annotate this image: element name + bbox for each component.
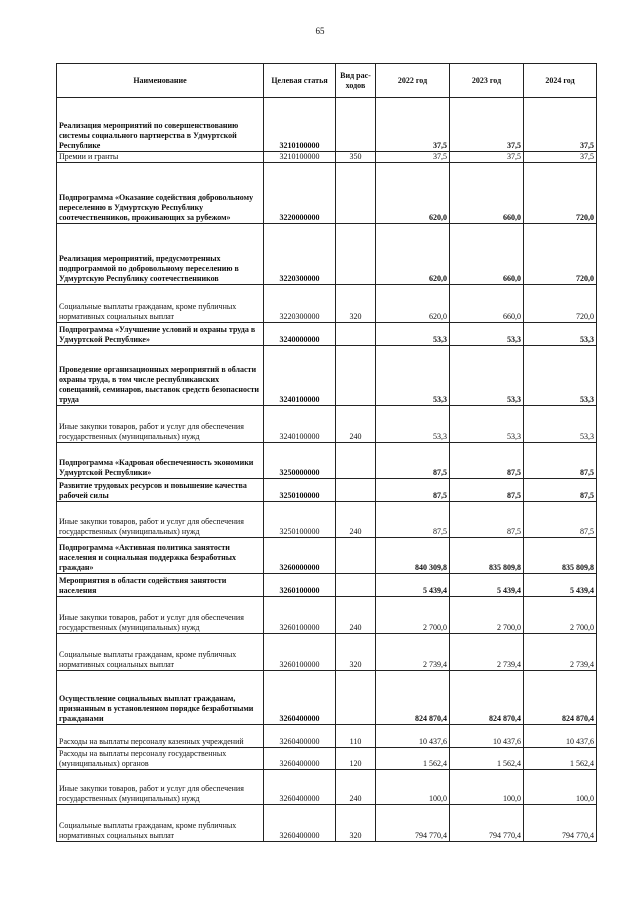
row-expense-type: 320 — [336, 805, 376, 842]
header-2023: 2023 год — [450, 64, 524, 98]
row-value-2022: 53,3 — [376, 346, 450, 406]
row-value-2023: 660,0 — [450, 163, 524, 224]
row-value-2023: 87,5 — [450, 502, 524, 538]
row-expense-type: 240 — [336, 502, 376, 538]
row-expense-type: 120 — [336, 748, 376, 770]
row-expense-type: 320 — [336, 285, 376, 323]
row-value-2024: 2 739,4 — [524, 634, 597, 671]
row-expense-type: 240 — [336, 770, 376, 805]
table-row — [57, 502, 597, 538]
row-target-code: 3210100000 — [264, 152, 336, 163]
row-value-2023: 100,0 — [450, 770, 524, 805]
row-target-code: 3260400000 — [264, 770, 336, 805]
row-value-2023: 10 437,6 — [450, 725, 524, 748]
row-expense-type — [336, 671, 376, 725]
row-value-2024: 87,5 — [524, 479, 597, 502]
table-row — [57, 224, 597, 285]
row-value-2022: 840 309,8 — [376, 538, 450, 574]
row-value-2022: 794 770,4 — [376, 805, 450, 842]
header-2022: 2022 год — [376, 64, 450, 98]
row-expense-type — [336, 538, 376, 574]
row-name: Подпрограмма «Улучшение условий и охраны труда в Удмуртской Республике» — [57, 323, 264, 346]
row-expense-type — [336, 479, 376, 502]
row-target-code: 3240100000 — [264, 406, 336, 443]
row-value-2023: 87,5 — [450, 479, 524, 502]
row-value-2024: 37,5 — [524, 152, 597, 163]
row-target-code: 3260400000 — [264, 671, 336, 725]
table-row — [57, 634, 597, 671]
row-value-2022: 620,0 — [376, 285, 450, 323]
table-row — [57, 805, 597, 842]
row-expense-type — [336, 443, 376, 479]
row-expense-type — [336, 346, 376, 406]
row-name: Социальные выплаты гражданам, кроме публичных нормативных социальных выплат — [57, 805, 264, 842]
row-target-code: 3250100000 — [264, 502, 336, 538]
row-value-2023: 5 439,4 — [450, 574, 524, 597]
row-value-2024: 87,5 — [524, 502, 597, 538]
row-name: Проведение организационных мероприятий в области охраны труда, в том числе республиканских совещаний, семинаров, выставок средств безопасности труда — [57, 346, 264, 406]
row-value-2024: 100,0 — [524, 770, 597, 805]
row-value-2022: 53,3 — [376, 406, 450, 443]
row-value-2023: 37,5 — [450, 98, 524, 152]
row-name: Реализация мероприятий, предусмотренных подпрограммой по добровольному переселению в Удмуртскую Республику соотечественников — [57, 224, 264, 285]
row-value-2024: 10 437,6 — [524, 725, 597, 748]
header-row — [57, 64, 597, 98]
row-value-2024: 37,5 — [524, 98, 597, 152]
row-target-code: 3220000000 — [264, 163, 336, 224]
table-row — [57, 725, 597, 748]
row-target-code: 3260100000 — [264, 574, 336, 597]
row-value-2022: 100,0 — [376, 770, 450, 805]
row-value-2023: 2 700,0 — [450, 597, 524, 634]
row-value-2024: 824 870,4 — [524, 671, 597, 725]
table-row — [57, 443, 597, 479]
row-expense-type: 240 — [336, 406, 376, 443]
table-row — [57, 671, 597, 725]
table-row — [57, 163, 597, 224]
row-value-2023: 53,3 — [450, 323, 524, 346]
row-value-2022: 1 562,4 — [376, 748, 450, 770]
row-value-2024: 53,3 — [524, 346, 597, 406]
row-value-2023: 660,0 — [450, 285, 524, 323]
budget-table — [56, 63, 597, 842]
row-name: Мероприятия в области содействия занятости населения — [57, 574, 264, 597]
row-value-2022: 824 870,4 — [376, 671, 450, 725]
table-row — [57, 538, 597, 574]
row-name: Осуществление социальных выплат гражданам, признанным в установленном порядке безработными гражданами — [57, 671, 264, 725]
row-value-2024: 2 700,0 — [524, 597, 597, 634]
row-target-code: 3260000000 — [264, 538, 336, 574]
row-value-2024: 53,3 — [524, 406, 597, 443]
header-code: Целевая статья — [264, 64, 336, 98]
table-row — [57, 597, 597, 634]
row-target-code: 3260400000 — [264, 748, 336, 770]
table-row — [57, 346, 597, 406]
table-row — [57, 98, 597, 152]
row-value-2022: 10 437,6 — [376, 725, 450, 748]
row-value-2024: 5 439,4 — [524, 574, 597, 597]
row-expense-type: 240 — [336, 597, 376, 634]
row-value-2022: 620,0 — [376, 163, 450, 224]
row-value-2022: 53,3 — [376, 323, 450, 346]
row-value-2023: 87,5 — [450, 443, 524, 479]
table-row — [57, 770, 597, 805]
row-value-2023: 37,5 — [450, 152, 524, 163]
row-expense-type — [336, 574, 376, 597]
row-value-2023: 660,0 — [450, 224, 524, 285]
row-value-2023: 835 809,8 — [450, 538, 524, 574]
row-name: Премии и гранты — [57, 152, 264, 163]
row-target-code: 3260400000 — [264, 725, 336, 748]
row-target-code: 3260100000 — [264, 597, 336, 634]
row-name: Социальные выплаты гражданам, кроме публичных нормативных социальных выплат — [57, 634, 264, 671]
row-name: Подпрограмма «Оказание содействия добровольному переселению в Удмуртскую Республику соотечественников, проживающих за рубежом» — [57, 163, 264, 224]
table-row — [57, 285, 597, 323]
row-value-2024: 53,3 — [524, 323, 597, 346]
row-name: Иные закупки товаров, работ и услуг для обеспечения государственных (муниципальных) нужд — [57, 406, 264, 443]
row-expense-type — [336, 224, 376, 285]
row-name: Иные закупки товаров, работ и услуг для обеспечения государственных (муниципальных) нужд — [57, 597, 264, 634]
row-expense-type: 320 — [336, 634, 376, 671]
row-value-2023: 53,3 — [450, 346, 524, 406]
row-value-2024: 835 809,8 — [524, 538, 597, 574]
row-target-code: 3250000000 — [264, 443, 336, 479]
row-name: Развитие трудовых ресурсов и повышение качества рабочей силы — [57, 479, 264, 502]
row-value-2022: 2 700,0 — [376, 597, 450, 634]
table-row — [57, 574, 597, 597]
row-name: Реализация мероприятий по совершенствованию системы социального партнерства в Удмуртской Республике — [57, 98, 264, 152]
table-row — [57, 152, 597, 163]
row-value-2022: 37,5 — [376, 98, 450, 152]
row-value-2023: 2 739,4 — [450, 634, 524, 671]
table-row — [57, 748, 597, 770]
row-value-2023: 1 562,4 — [450, 748, 524, 770]
row-target-code: 3260400000 — [264, 805, 336, 842]
row-expense-type: 350 — [336, 152, 376, 163]
header-2024: 2024 год — [524, 64, 597, 98]
row-value-2024: 720,0 — [524, 163, 597, 224]
table-row — [57, 406, 597, 443]
row-value-2024: 720,0 — [524, 285, 597, 323]
row-value-2024: 1 562,4 — [524, 748, 597, 770]
header-name: Наименование — [57, 64, 264, 98]
row-target-code: 3240000000 — [264, 323, 336, 346]
row-value-2023: 53,3 — [450, 406, 524, 443]
page-number: 65 — [315, 26, 325, 36]
row-value-2024: 87,5 — [524, 443, 597, 479]
row-target-code: 3220300000 — [264, 224, 336, 285]
row-expense-type: 110 — [336, 725, 376, 748]
row-value-2024: 794 770,4 — [524, 805, 597, 842]
row-name: Иные закупки товаров, работ и услуг для обеспечения государственных (муниципальных) нужд — [57, 502, 264, 538]
row-value-2022: 87,5 — [376, 479, 450, 502]
row-value-2022: 2 739,4 — [376, 634, 450, 671]
row-target-code: 3210100000 — [264, 98, 336, 152]
row-value-2022: 37,5 — [376, 152, 450, 163]
row-value-2023: 794 770,4 — [450, 805, 524, 842]
row-value-2024: 720,0 — [524, 224, 597, 285]
row-name: Подпрограмма «Активная политика занятости населения и социальная поддержка безработных граждан» — [57, 538, 264, 574]
table-row — [57, 323, 597, 346]
row-value-2022: 87,5 — [376, 443, 450, 479]
row-value-2023: 824 870,4 — [450, 671, 524, 725]
row-target-code: 3220300000 — [264, 285, 336, 323]
row-name: Иные закупки товаров, работ и услуг для обеспечения государственных (муниципальных) нужд — [57, 770, 264, 805]
row-value-2022: 5 439,4 — [376, 574, 450, 597]
row-expense-type — [336, 323, 376, 346]
row-expense-type — [336, 163, 376, 224]
row-name: Расходы на выплаты персоналу казенных учреждений — [57, 725, 264, 748]
row-value-2022: 620,0 — [376, 224, 450, 285]
header-expense-type: Вид рас-ходов — [336, 64, 376, 98]
row-expense-type — [336, 98, 376, 152]
row-name: Расходы на выплаты персоналу государственных (муниципальных) органов — [57, 748, 264, 770]
table-row — [57, 479, 597, 502]
row-name: Социальные выплаты гражданам, кроме публичных нормативных социальных выплат — [57, 285, 264, 323]
row-name: Подпрограмма «Кадровая обеспеченность экономики Удмуртской Республики» — [57, 443, 264, 479]
row-target-code: 3240100000 — [264, 346, 336, 406]
row-target-code: 3250100000 — [264, 479, 336, 502]
row-target-code: 3260100000 — [264, 634, 336, 671]
row-value-2022: 87,5 — [376, 502, 450, 538]
